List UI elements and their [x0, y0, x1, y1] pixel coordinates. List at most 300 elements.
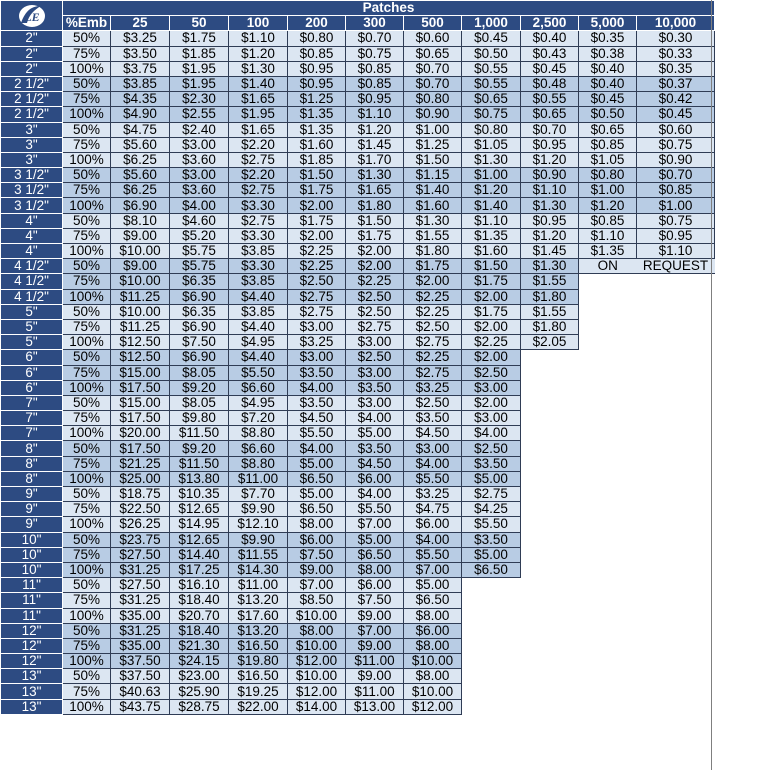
price-cell: $6.00 — [404, 623, 462, 638]
embroidery-percent-cell: 50% — [63, 304, 111, 319]
price-cell: $43.75 — [111, 699, 170, 714]
price-cell: $0.60 — [637, 122, 715, 137]
price-rows — [1, 31, 715, 714]
price-cell: $0.85 — [637, 183, 715, 198]
price-cell: $0.75 — [637, 137, 715, 152]
table-row — [1, 76, 715, 91]
price-cell: $3.00 — [346, 365, 404, 380]
patch-size-cell: 7" — [1, 411, 63, 426]
price-cell: $1.20 — [346, 122, 404, 137]
empty-cell — [579, 456, 637, 471]
price-cell: $6.25 — [111, 183, 170, 198]
price-cell: $35.00 — [111, 638, 170, 653]
empty-cell — [637, 335, 715, 350]
company-logo-icon — [17, 3, 47, 29]
price-cell: $3.25 — [111, 31, 170, 46]
price-cell: $5.50 — [288, 426, 346, 441]
embroidery-percent-cell: 100% — [63, 335, 111, 350]
price-cell: $4.00 — [404, 532, 462, 547]
price-cell: $1.40 — [229, 76, 288, 91]
empty-cell — [521, 578, 579, 593]
price-cell: $1.60 — [288, 137, 346, 152]
table-row — [1, 304, 715, 319]
empty-cell — [637, 350, 715, 365]
empty-cell — [462, 638, 521, 653]
price-cell: $1.40 — [462, 198, 521, 213]
empty-cell — [637, 669, 715, 684]
price-cell: $7.50 — [346, 593, 404, 608]
table-row — [1, 152, 715, 167]
patch-size-cell: 12" — [1, 654, 63, 669]
price-cell: $1.10 — [521, 183, 579, 198]
patch-size-cell: 5" — [1, 304, 63, 319]
price-cell: $13.20 — [229, 623, 288, 638]
empty-cell — [637, 289, 715, 304]
empty-cell — [637, 608, 715, 623]
price-cell: $1.75 — [462, 304, 521, 319]
price-cell: $1.75 — [404, 259, 462, 274]
empty-cell — [521, 669, 579, 684]
price-cell: $2.75 — [404, 335, 462, 350]
table-row — [1, 608, 715, 623]
price-cell: $5.00 — [346, 532, 404, 547]
price-cell: $12.00 — [288, 684, 346, 699]
empty-cell — [637, 441, 715, 456]
price-cell: $0.80 — [404, 92, 462, 107]
price-cell: $0.85 — [579, 213, 637, 228]
price-cell: $12.50 — [111, 350, 170, 365]
price-cell: $2.50 — [288, 274, 346, 289]
price-cell: $1.30 — [521, 198, 579, 213]
price-cell: $2.25 — [404, 350, 462, 365]
price-cell: $2.00 — [404, 274, 462, 289]
price-cell: $0.90 — [521, 168, 579, 183]
patch-size-cell: 2" — [1, 31, 63, 46]
patch-size-cell: 12" — [1, 638, 63, 653]
price-cell: $3.25 — [288, 335, 346, 350]
table-row — [1, 517, 715, 532]
price-cell: $2.75 — [346, 319, 404, 334]
embroidery-percent-cell: 100% — [63, 471, 111, 486]
price-cell: $6.90 — [170, 289, 229, 304]
price-cell: $5.60 — [111, 137, 170, 152]
embroidery-percent-cell: 100% — [63, 289, 111, 304]
price-cell: $4.75 — [404, 502, 462, 517]
price-cell: $0.95 — [521, 213, 579, 228]
patch-size-cell: 6" — [1, 380, 63, 395]
price-cell: $3.85 — [229, 244, 288, 259]
price-cell: $2.25 — [404, 289, 462, 304]
embroidery-percent-cell: 50% — [63, 578, 111, 593]
embroidery-percent-cell: 75% — [63, 547, 111, 562]
empty-cell — [579, 669, 637, 684]
price-cell: $0.70 — [521, 122, 579, 137]
empty-cell — [637, 684, 715, 699]
price-cell: $13.20 — [229, 593, 288, 608]
price-cell: $1.65 — [229, 92, 288, 107]
price-cell: $4.00 — [346, 411, 404, 426]
column-header-qty: 2,500 — [521, 16, 579, 31]
patch-size-cell: 9" — [1, 487, 63, 502]
price-cell: $7.00 — [346, 517, 404, 532]
price-cell: $0.70 — [404, 76, 462, 91]
price-cell: $8.05 — [170, 395, 229, 410]
price-cell: $0.95 — [288, 61, 346, 76]
empty-cell — [521, 456, 579, 471]
price-cell: $3.30 — [229, 228, 288, 243]
embroidery-percent-cell: 50% — [63, 259, 111, 274]
price-cell: $4.95 — [229, 335, 288, 350]
embroidery-percent-cell: 75% — [63, 92, 111, 107]
patch-size-cell: 11" — [1, 593, 63, 608]
table-row — [1, 274, 715, 289]
empty-cell — [579, 365, 637, 380]
price-cell: $7.00 — [288, 578, 346, 593]
price-cell: $8.00 — [404, 608, 462, 623]
price-cell: $0.65 — [579, 122, 637, 137]
price-cell: $6.35 — [170, 274, 229, 289]
embroidery-percent-cell: 75% — [63, 46, 111, 61]
price-cell: $5.00 — [288, 456, 346, 471]
price-cell: $6.50 — [288, 471, 346, 486]
price-cell: $13.00 — [346, 699, 404, 714]
empty-cell — [637, 395, 715, 410]
price-cell: $0.45 — [462, 31, 521, 46]
price-cell: $11.25 — [111, 319, 170, 334]
patch-size-cell: 4 1/2" — [1, 274, 63, 289]
price-cell: $1.80 — [346, 198, 404, 213]
price-cell: $3.85 — [229, 304, 288, 319]
table-row — [1, 61, 715, 76]
patch-size-cell: 2 1/2" — [1, 107, 63, 122]
price-cell: $1.55 — [521, 274, 579, 289]
price-cell: $9.00 — [111, 259, 170, 274]
table-row — [1, 289, 715, 304]
price-cell: $2.75 — [404, 365, 462, 380]
price-cell: $23.75 — [111, 532, 170, 547]
table-row — [1, 107, 715, 122]
table-row — [1, 487, 715, 502]
price-cell: $2.25 — [404, 304, 462, 319]
patch-size-cell: 3 1/2" — [1, 168, 63, 183]
price-cell: $6.90 — [170, 319, 229, 334]
price-cell: $2.50 — [346, 350, 404, 365]
patch-size-cell: 6" — [1, 365, 63, 380]
empty-cell — [637, 380, 715, 395]
embroidery-percent-cell: 50% — [63, 31, 111, 46]
patch-size-cell: 8" — [1, 441, 63, 456]
price-cell: $3.50 — [288, 365, 346, 380]
empty-cell — [637, 426, 715, 441]
empty-cell — [462, 699, 521, 714]
price-cell: $0.75 — [462, 107, 521, 122]
price-cell: $25.90 — [170, 684, 229, 699]
table-row — [1, 395, 715, 410]
price-cell: $0.80 — [462, 122, 521, 137]
price-cell: $11.25 — [111, 289, 170, 304]
price-cell: $15.00 — [111, 395, 170, 410]
price-cell: $1.60 — [404, 198, 462, 213]
patch-size-cell: 4" — [1, 228, 63, 243]
price-cell: $5.50 — [462, 517, 521, 532]
price-cell: $14.00 — [288, 699, 346, 714]
empty-cell — [521, 441, 579, 456]
table-row — [1, 228, 715, 243]
empty-cell — [579, 319, 637, 334]
table-row — [1, 456, 715, 471]
embroidery-percent-cell: 50% — [63, 76, 111, 91]
price-cell: $1.50 — [288, 168, 346, 183]
price-cell: $0.45 — [521, 61, 579, 76]
price-cell: $1.05 — [579, 152, 637, 167]
price-cell: $18.40 — [170, 593, 229, 608]
empty-cell — [521, 699, 579, 714]
table-row — [1, 654, 715, 669]
empty-cell — [637, 411, 715, 426]
column-header-qty: 200 — [288, 16, 346, 31]
price-cell: $1.30 — [229, 61, 288, 76]
table-row — [1, 213, 715, 228]
price-cell: $4.00 — [288, 441, 346, 456]
embroidery-percent-cell: 50% — [63, 122, 111, 137]
price-cell: $16.10 — [170, 578, 229, 593]
price-cell: $1.00 — [637, 198, 715, 213]
price-cell: $11.00 — [229, 471, 288, 486]
empty-cell — [579, 411, 637, 426]
price-cell: $8.00 — [288, 517, 346, 532]
empty-cell — [637, 654, 715, 669]
price-cell: $16.50 — [229, 669, 288, 684]
price-cell: $1.20 — [521, 152, 579, 167]
price-cell: $11.00 — [346, 684, 404, 699]
empty-cell — [521, 562, 579, 577]
empty-cell — [521, 608, 579, 623]
empty-cell — [521, 502, 579, 517]
empty-cell — [637, 471, 715, 486]
price-cell: $26.25 — [111, 517, 170, 532]
price-cell: $4.50 — [404, 426, 462, 441]
price-cell: $11.55 — [229, 547, 288, 562]
column-header-qty: 300 — [346, 16, 404, 31]
price-cell: $0.43 — [521, 46, 579, 61]
price-cell: $0.95 — [637, 228, 715, 243]
price-cell: $1.10 — [462, 213, 521, 228]
price-cell: $1.50 — [462, 259, 521, 274]
price-cell: $1.00 — [462, 168, 521, 183]
embroidery-percent-cell: 100% — [63, 61, 111, 76]
price-cell: $4.00 — [462, 426, 521, 441]
price-cell: $4.90 — [111, 107, 170, 122]
price-cell: $5.50 — [229, 365, 288, 380]
price-cell: $0.75 — [346, 46, 404, 61]
patch-size-cell: 4 1/2" — [1, 289, 63, 304]
price-cell: $6.60 — [229, 380, 288, 395]
table-row — [1, 198, 715, 213]
price-cell: $4.95 — [229, 395, 288, 410]
price-cell: $2.50 — [404, 319, 462, 334]
table-row — [1, 411, 715, 426]
price-cell: $10.00 — [288, 638, 346, 653]
patch-size-cell: 7" — [1, 395, 63, 410]
patch-size-cell: 8" — [1, 471, 63, 486]
empty-cell — [579, 487, 637, 502]
patch-size-cell: 7" — [1, 426, 63, 441]
price-cell: $2.30 — [170, 92, 229, 107]
price-cell: $1.75 — [346, 228, 404, 243]
price-cell: $4.00 — [288, 380, 346, 395]
price-cell: $2.20 — [229, 168, 288, 183]
price-cell: $4.00 — [346, 487, 404, 502]
patch-size-cell: 2 1/2" — [1, 76, 63, 91]
table-row — [1, 684, 715, 699]
price-cell: $6.00 — [404, 517, 462, 532]
price-cell: $2.05 — [521, 335, 579, 350]
patch-size-cell: 6" — [1, 350, 63, 365]
table-row — [1, 365, 715, 380]
price-cell: $10.00 — [111, 244, 170, 259]
price-cell: $6.00 — [346, 578, 404, 593]
empty-cell — [579, 274, 637, 289]
price-cell: $4.40 — [229, 289, 288, 304]
price-cell: $1.95 — [170, 76, 229, 91]
price-cell: $12.50 — [111, 335, 170, 350]
price-cell: $16.50 — [229, 638, 288, 653]
empty-cell — [521, 547, 579, 562]
empty-cell — [637, 593, 715, 608]
empty-cell — [637, 562, 715, 577]
empty-cell — [579, 578, 637, 593]
price-cell: $4.50 — [288, 411, 346, 426]
price-cell: $6.60 — [229, 441, 288, 456]
price-cell: $1.30 — [521, 259, 579, 274]
column-header-qty: 100 — [229, 16, 288, 31]
price-cell: $0.85 — [346, 76, 404, 91]
empty-cell — [637, 623, 715, 638]
table-row — [1, 350, 715, 365]
price-cell: $1.60 — [462, 244, 521, 259]
price-cell: $0.50 — [579, 107, 637, 122]
patch-size-cell: 4" — [1, 213, 63, 228]
price-cell: $7.50 — [288, 547, 346, 562]
price-cell: $0.48 — [521, 76, 579, 91]
empty-cell — [579, 441, 637, 456]
empty-cell — [462, 608, 521, 623]
empty-cell — [462, 669, 521, 684]
embroidery-percent-cell: 75% — [63, 274, 111, 289]
empty-cell — [521, 654, 579, 669]
price-cell: $1.85 — [288, 152, 346, 167]
price-cell: $19.25 — [229, 684, 288, 699]
price-cell: $0.45 — [637, 107, 715, 122]
price-cell: $2.75 — [288, 304, 346, 319]
embroidery-percent-cell: 50% — [63, 350, 111, 365]
price-cell: $3.50 — [462, 532, 521, 547]
price-cell: $0.40 — [579, 61, 637, 76]
price-cell: $11.50 — [170, 456, 229, 471]
embroidery-percent-cell: 50% — [63, 213, 111, 228]
empty-cell — [521, 411, 579, 426]
price-cell: $5.20 — [170, 228, 229, 243]
price-cell: $3.00 — [462, 380, 521, 395]
patch-size-cell: 11" — [1, 608, 63, 623]
table-row — [1, 547, 715, 562]
price-cell: $7.00 — [404, 562, 462, 577]
price-cell: $5.00 — [288, 487, 346, 502]
table-row — [1, 426, 715, 441]
empty-cell — [579, 426, 637, 441]
price-cell: $0.70 — [637, 168, 715, 183]
price-cell: $9.00 — [111, 228, 170, 243]
price-cell: $2.00 — [462, 350, 521, 365]
empty-cell — [521, 517, 579, 532]
price-cell: $9.00 — [346, 669, 404, 684]
svg-text:LE: LE — [23, 9, 40, 24]
price-cell: $0.80 — [579, 168, 637, 183]
price-cell: $4.00 — [170, 198, 229, 213]
price-cell: $1.20 — [521, 228, 579, 243]
price-cell: $2.25 — [462, 335, 521, 350]
empty-cell — [579, 562, 637, 577]
price-cell: $5.00 — [346, 426, 404, 441]
price-cell: $1.10 — [637, 244, 715, 259]
price-cell: $0.42 — [637, 92, 715, 107]
empty-cell — [521, 532, 579, 547]
empty-cell — [637, 699, 715, 714]
price-cell: $35.00 — [111, 608, 170, 623]
price-cell: $3.00 — [288, 350, 346, 365]
price-cell: $9.00 — [288, 562, 346, 577]
price-cell: $20.70 — [170, 608, 229, 623]
empty-cell — [579, 395, 637, 410]
table-row — [1, 532, 715, 547]
empty-cell — [637, 365, 715, 380]
empty-cell — [462, 578, 521, 593]
price-cell: $9.20 — [170, 380, 229, 395]
price-cell: $1.75 — [288, 213, 346, 228]
embroidery-percent-cell: 75% — [63, 183, 111, 198]
price-cell: $2.20 — [229, 137, 288, 152]
embroidery-percent-cell: 50% — [63, 395, 111, 410]
empty-cell — [521, 395, 579, 410]
price-cell: $4.40 — [229, 350, 288, 365]
patch-size-cell: 11" — [1, 578, 63, 593]
price-cell: $7.00 — [346, 623, 404, 638]
table-row — [1, 623, 715, 638]
price-cell: $2.50 — [404, 395, 462, 410]
table-row — [1, 638, 715, 653]
price-cell: $0.38 — [579, 46, 637, 61]
patch-size-cell: 13" — [1, 669, 63, 684]
price-cell: $0.80 — [288, 31, 346, 46]
price-cell: $9.90 — [229, 532, 288, 547]
price-cell: $25.00 — [111, 471, 170, 486]
table-title: Patches — [63, 1, 715, 16]
embroidery-percent-cell: 100% — [63, 654, 111, 669]
patch-size-cell: 12" — [1, 623, 63, 638]
patch-size-cell: 3" — [1, 122, 63, 137]
price-cell: $1.55 — [521, 304, 579, 319]
price-cell: $0.70 — [404, 61, 462, 76]
empty-cell — [579, 623, 637, 638]
column-header-qty: 25 — [111, 16, 170, 31]
price-cell: $27.50 — [111, 578, 170, 593]
price-cell: $15.00 — [111, 365, 170, 380]
price-cell: $6.35 — [170, 304, 229, 319]
price-cell: $3.60 — [170, 183, 229, 198]
table-row — [1, 137, 715, 152]
column-header-qty: 50 — [170, 16, 229, 31]
empty-cell — [462, 593, 521, 608]
